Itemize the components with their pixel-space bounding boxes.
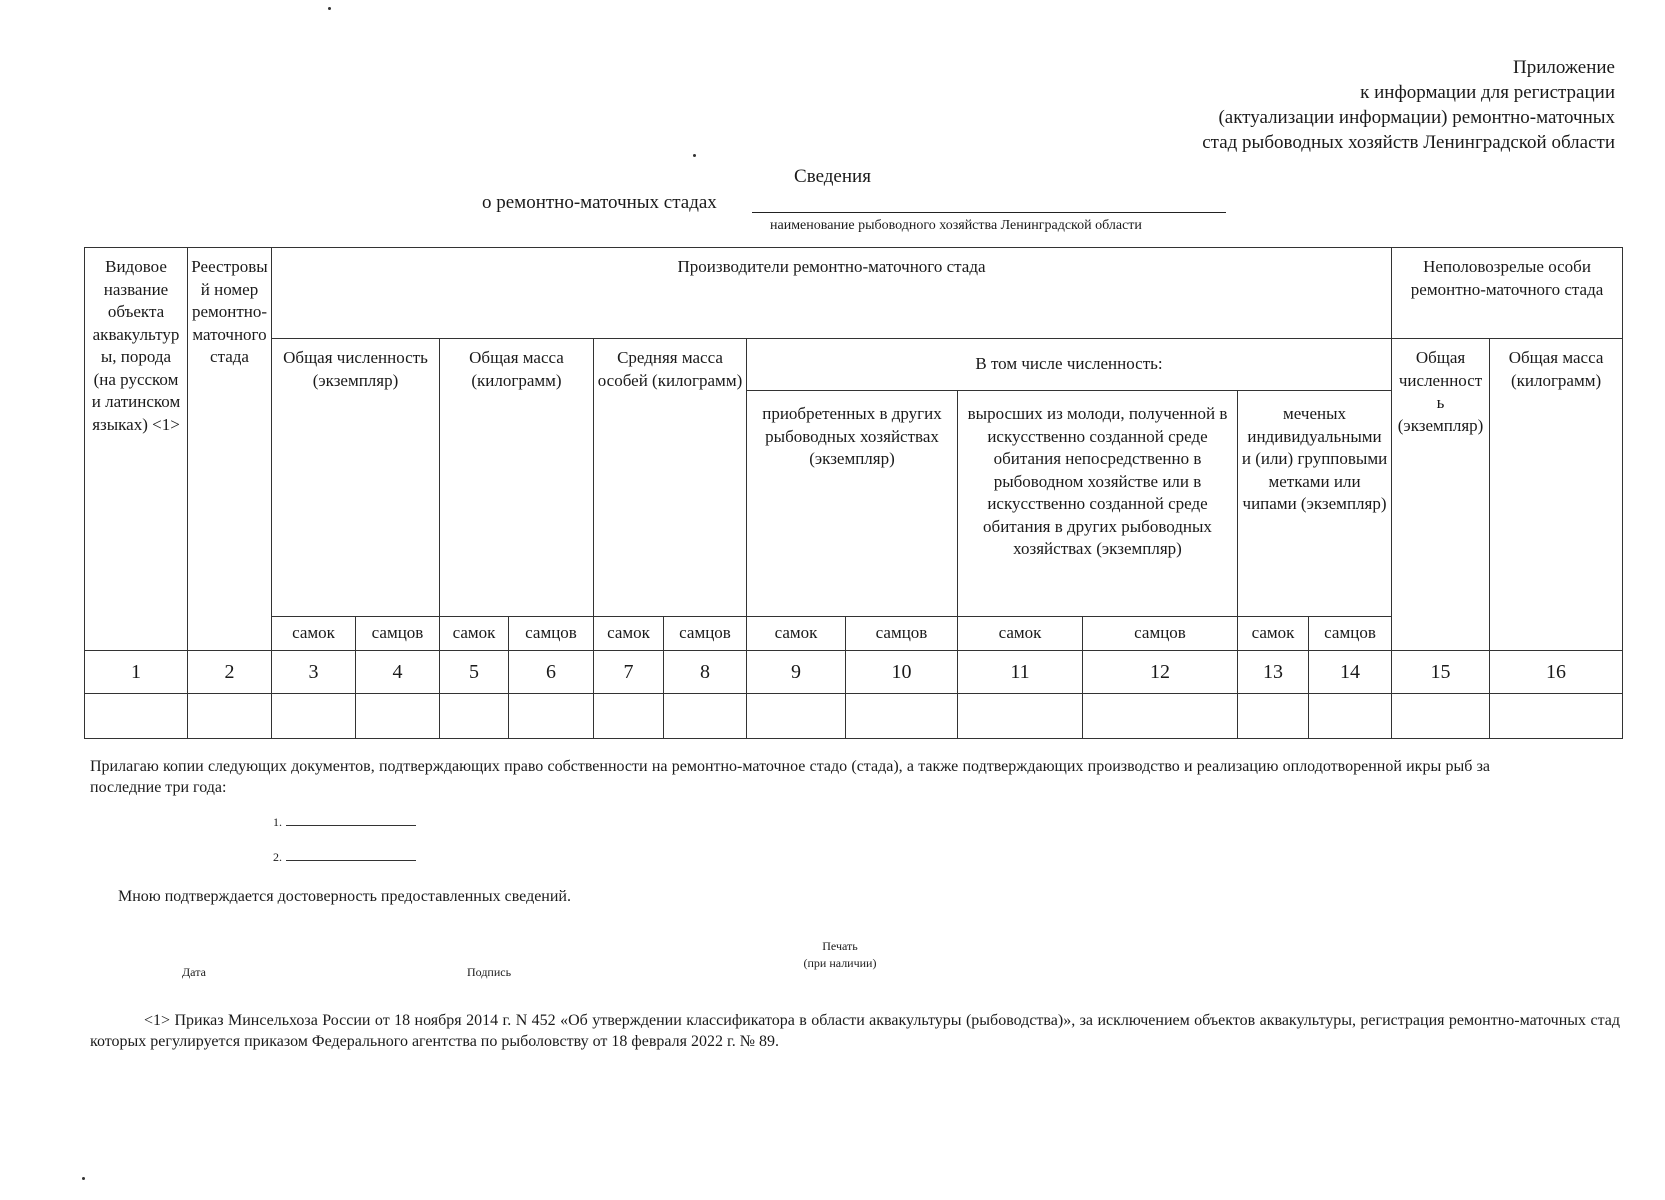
document-item-number: 1.	[273, 815, 282, 829]
column-number: 6	[509, 651, 594, 694]
header-female: самок	[958, 617, 1083, 651]
header-female: самок	[272, 617, 356, 651]
column-number: 8	[664, 651, 747, 694]
header-average-mass: Средняя масса особей (килограмм)	[594, 339, 747, 617]
data-cell[interactable]	[594, 694, 664, 739]
header-including-count: В том числе численность:	[747, 339, 1392, 391]
header-producers: Производители ремонтно-маточного стада	[272, 248, 1392, 339]
data-cell[interactable]	[1083, 694, 1238, 739]
header-immature: Неполовозрелые особи ремонтно-маточного стада	[1392, 248, 1623, 339]
header-immature-count: Общая численность (экземпляр)	[1392, 339, 1490, 651]
column-number: 12	[1083, 651, 1238, 694]
appendix-line: к информации для регистрации	[1360, 82, 1615, 103]
signature-label: Подпись	[467, 965, 512, 979]
data-cell[interactable]	[356, 694, 440, 739]
scan-speck	[82, 1177, 85, 1180]
header-male: самцов	[846, 617, 958, 651]
stamp-line: Печать	[822, 939, 858, 953]
header-male: самцов	[509, 617, 594, 651]
data-cell[interactable]	[664, 694, 747, 739]
document-item-blank[interactable]	[286, 825, 416, 826]
data-cell[interactable]	[1238, 694, 1309, 739]
date-label: Дата	[182, 965, 206, 979]
column-number: 1	[85, 651, 188, 694]
header-male: самцов	[664, 617, 747, 651]
data-cell[interactable]	[1309, 694, 1392, 739]
column-number: 4	[356, 651, 440, 694]
column-number: 7	[594, 651, 664, 694]
data-cell[interactable]	[846, 694, 958, 739]
column-number: 16	[1490, 651, 1623, 694]
header-registry-number: Реестровый номер ремонтно-маточного стада	[188, 248, 272, 651]
column-number: 15	[1392, 651, 1490, 694]
scan-speck	[693, 154, 696, 157]
data-cell[interactable]	[272, 694, 356, 739]
farm-name-caption: наименование рыбоводного хозяйства Ленинградской области	[770, 218, 1142, 233]
broodstock-table	[84, 247, 1623, 739]
stamp-note: (при наличии)	[803, 956, 877, 970]
header-female: самок	[594, 617, 664, 651]
data-cell[interactable]	[1392, 694, 1490, 739]
appendix-line: (актуализации информации) ремонтно-маточных	[1218, 107, 1615, 128]
column-number: 14	[1309, 651, 1392, 694]
column-number: 11	[958, 651, 1083, 694]
header-male: самцов	[356, 617, 440, 651]
data-cell[interactable]	[1490, 694, 1623, 739]
header-total-mass: Общая масса (килограмм)	[440, 339, 594, 617]
data-cell[interactable]	[85, 694, 188, 739]
appendix-header	[1202, 55, 1615, 155]
data-cell[interactable]	[509, 694, 594, 739]
header-male: самцов	[1083, 617, 1238, 651]
document-title: Сведения	[794, 166, 871, 187]
document-subtitle: о ремонтно-маточных стадах	[482, 192, 717, 213]
data-cell[interactable]	[958, 694, 1083, 739]
header-grown: выросших из молоди, полученной в искусственно созданной среде обитания непосредственно в рыбоводном хозяйстве или в искусственно созданной среде обитания в других рыбоводных хозяйствах (экземпляр)	[958, 391, 1238, 617]
header-male: самцов	[1309, 617, 1392, 651]
farm-name-field[interactable]	[752, 212, 1226, 213]
header-species-name: Видовое название объекта аквакультуры, порода (на русском и латинском языках) <1>	[85, 248, 188, 651]
appendix-line: стад рыбоводных хозяйств Ленинградской области	[1202, 132, 1615, 153]
stamp-label	[760, 938, 920, 972]
data-cell[interactable]	[188, 694, 272, 739]
column-number: 10	[846, 651, 958, 694]
confirmation-text: Мною подтверждается достоверность предоставленных сведений.	[118, 888, 571, 905]
header-female: самок	[747, 617, 846, 651]
header-total-count: Общая численность (экземпляр)	[272, 339, 440, 617]
footnote: <1> Приказ Минсельхоза России от 18 ноября 2014 г. N 452 «Об утверждении классификатора в области аквакультуры (рыбоводства)», за исключением объектов аквакультуры, регистрация ремонтно-маточных стад которых регулируется приказом Федерального агентства по рыболовству от 18 февраля 2022 г. № 89.	[90, 1012, 1620, 1050]
header-female: самок	[1238, 617, 1309, 651]
document-item-blank[interactable]	[286, 860, 416, 861]
column-number: 2	[188, 651, 272, 694]
data-cell[interactable]	[440, 694, 509, 739]
document-item-2[interactable]	[273, 850, 416, 865]
header-female: самок	[440, 617, 509, 651]
header-acquired: приобретенных в других рыбоводных хозяйствах (экземпляр)	[747, 391, 958, 617]
column-number: 3	[272, 651, 356, 694]
document-item-1[interactable]	[273, 815, 416, 830]
document-item-number: 2.	[273, 850, 282, 864]
appendix-line: Приложение	[1513, 57, 1615, 78]
column-number: 5	[440, 651, 509, 694]
column-number: 13	[1238, 651, 1309, 694]
header-tagged: меченых индивидуальными и (или) групповыми метками или чипами (экземпляр)	[1238, 391, 1392, 617]
data-cell[interactable]	[747, 694, 846, 739]
scan-speck	[328, 7, 331, 10]
attachments-text: Прилагаю копии следующих документов, подтверждающих право собственности на ремонтно-маточное стадо (стада), а также подтверждающих производство и реализацию оплодотворенной икры рыб за последние три года:	[90, 758, 1490, 796]
header-immature-mass: Общая масса (килограмм)	[1490, 339, 1623, 651]
column-number: 9	[747, 651, 846, 694]
